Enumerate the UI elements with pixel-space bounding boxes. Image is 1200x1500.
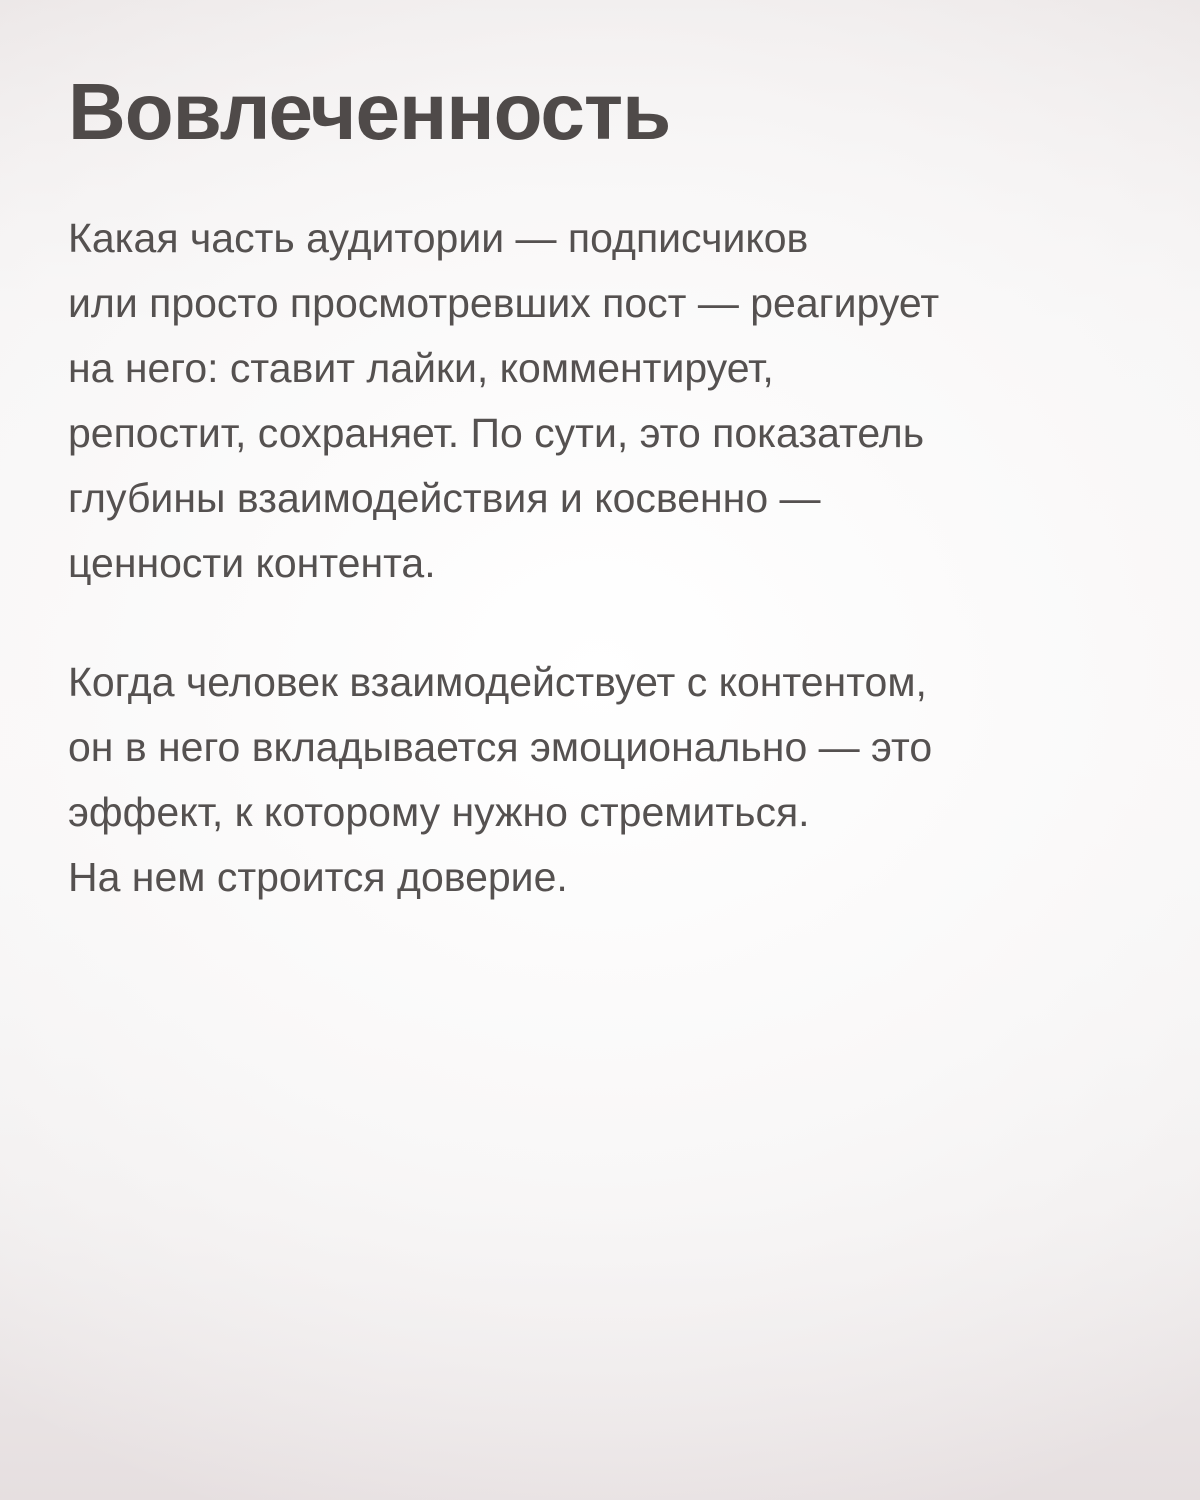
text-line: или просто просмотревших пост — реагирует bbox=[68, 280, 940, 326]
slide-title: Вовлеченность bbox=[68, 67, 671, 156]
text-line: на него: ставит лайки, комментирует, bbox=[68, 345, 774, 391]
text-line: ценности контента. bbox=[68, 540, 436, 586]
text-line: он в него вкладывается эмоционально — это bbox=[68, 724, 933, 770]
paragraph-effect bbox=[68, 650, 932, 910]
text-line: Какая часть аудитории — подписчиков bbox=[68, 215, 809, 261]
text-line: эффект, к которому нужно стремиться. bbox=[68, 789, 810, 835]
text-line: На нем строится доверие. bbox=[68, 854, 568, 900]
text-line: Когда человек взаимодействует с контентом, bbox=[68, 659, 927, 705]
paragraph-definition bbox=[68, 206, 939, 596]
text-line: глубины взаимодействия и косвенно — bbox=[68, 475, 821, 521]
text-line: репостит, сохраняет. По сути, это показатель bbox=[68, 410, 925, 456]
